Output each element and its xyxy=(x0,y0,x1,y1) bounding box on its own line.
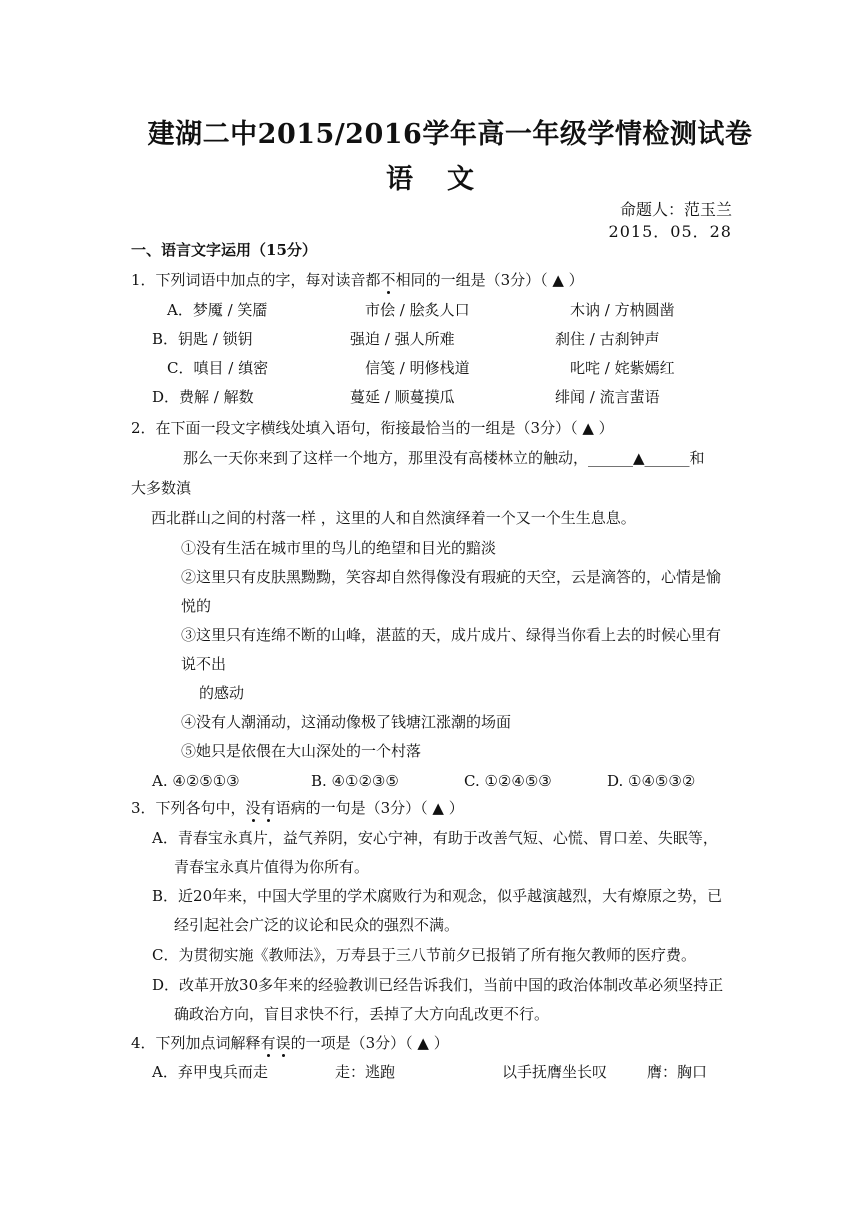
q3-option-a: A．青春宝永真片，益气养阴，安心宁神，有助于改善气短、心慌、胃口差、失眠等， xyxy=(152,829,718,847)
q1-option-d-mid: 蔓延 / 顺蔓摸瓜 xyxy=(350,388,455,406)
q2-option-c: C. ①②④⑤③ xyxy=(464,772,552,790)
exam-date: 2015．05．28 xyxy=(608,222,732,241)
q2-item-1: ①没有生活在城市里的鸟儿的绝望和目光的黯淡 xyxy=(181,539,497,557)
q4-option-a-right: 以手抚膺坐长叹 xyxy=(502,1063,608,1081)
section-title: 一、语言文字运用（15分） xyxy=(131,241,317,259)
q3-option-d-cont: 确政治方向，盲目求快不行，丢掉了大方向乱改更不行。 xyxy=(174,1005,550,1023)
q1-option-d-right: 绯闻 / 流言蜚语 xyxy=(555,388,660,406)
emphasis-char: 不 xyxy=(380,271,396,289)
emphasis-char: 误 xyxy=(275,1034,291,1052)
q2-item-3-cont: 说不出 xyxy=(181,655,227,673)
q2-passage-line-3: 西北群山之间的村落一样 ，这里的人和自然演绎着一个又一个生生息息。 xyxy=(151,509,636,527)
q1-option-b-mid: 强迫 / 强人所难 xyxy=(350,330,455,348)
q3-option-a-cont: 青春宝永真片值得为你所有。 xyxy=(174,858,370,876)
q3-option-c: C．为贯彻实施《教师法》，万寿县于三八节前夕已报销了所有拖欠教师的医疗费。 xyxy=(152,946,696,964)
q1-option-c-right: 叱咤 / 姹紫嫣红 xyxy=(570,359,675,377)
q1-option-a-right: 木讷 / 方枘圆凿 xyxy=(570,301,675,319)
q3-option-b-cont: 经引起社会广泛的议论和民众的强烈不满。 xyxy=(174,916,460,934)
q1-option-a-mid: 市侩 / 脍炙人口 xyxy=(365,301,470,319)
q2-item-2-cont: 悦的 xyxy=(181,597,212,615)
q2-item-3: ③这里只有连绵不断的山峰，湛蓝的天，成片成片、绿得当你看上去的时候心里有 xyxy=(181,626,722,644)
q1-option-a: A．梦魇 / 笑靥 xyxy=(167,301,268,319)
emphasis-char: 有 xyxy=(260,1034,276,1052)
emphasis-char: 有 xyxy=(260,799,276,817)
q3-option-b: B．近20年来，中国大学里的学术腐败行为和观念，似乎越演越烈，大有燎原之势，已 xyxy=(152,887,723,905)
q2-passage-line-1: 那么一天你来到了这样一个地方，那里没有高楼林立的触动，______▲______和 xyxy=(183,449,705,467)
subject-title: 语文 xyxy=(386,164,508,195)
q1-option-b: B．钥匙 / 锁钥 xyxy=(152,330,253,348)
question-4-stem: 4．下列加点词解释有误的一项是（3分）（ ▲ ） xyxy=(131,1034,449,1052)
q4-option-a-def2: 膺：胸口 xyxy=(647,1063,708,1081)
q2-passage-line-2: 大多数滇 xyxy=(131,479,192,497)
exam-title: 建湖二中2015/2016学年高一年级学情检测试卷 xyxy=(147,119,753,150)
question-1-stem: 1．下列词语中加点的字，每对读音都不相同的一组是（3分）（ ▲ ） xyxy=(131,271,584,289)
q1-option-c-mid: 信笺 / 明修栈道 xyxy=(365,359,470,377)
q3-option-d: D．改革开放30多年来的经验教训已经告诉我们，当前中国的政治体制改革必须坚持正 xyxy=(152,976,724,994)
q2-item-4: ④没有人潮涌动，这涌动像极了钱塘江涨潮的场面 xyxy=(181,713,512,731)
q2-item-3-cont2: 的感动 xyxy=(199,684,245,702)
q2-option-d: D. ①④⑤③② xyxy=(607,772,696,790)
q4-option-a-def1: 走：逃跑 xyxy=(335,1063,396,1081)
q2-item-5: ⑤她只是依偎在大山深处的一个村落 xyxy=(181,742,422,760)
author-line: 命题人：范玉兰 xyxy=(619,200,732,219)
question-2-stem: 2．在下面一段文字横线处填入语句，衔接最恰当的一组是（3分）（ ▲ ） xyxy=(131,419,614,437)
question-3-stem: 3．下列各句中，没有语病的一句是（3分）（ ▲ ） xyxy=(131,799,464,817)
q1-option-d: D．费解 / 解数 xyxy=(152,388,254,406)
q2-item-2: ②这里只有皮肤黑黝黝，笑容却自然得像没有瑕疵的天空，云是滴答的，心情是愉 xyxy=(181,568,722,586)
q1-option-b-right: 刹住 / 古刹钟声 xyxy=(555,330,660,348)
q1-option-c: C．嗔目 / 缜密 xyxy=(167,359,269,377)
emphasis-char: 没 xyxy=(245,799,261,817)
q2-option-a: A. ④②⑤①③ xyxy=(152,772,240,790)
q4-option-a: A．弃甲曳兵而走 xyxy=(152,1063,268,1081)
q2-option-b: B. ④①②③⑤ xyxy=(311,772,399,790)
